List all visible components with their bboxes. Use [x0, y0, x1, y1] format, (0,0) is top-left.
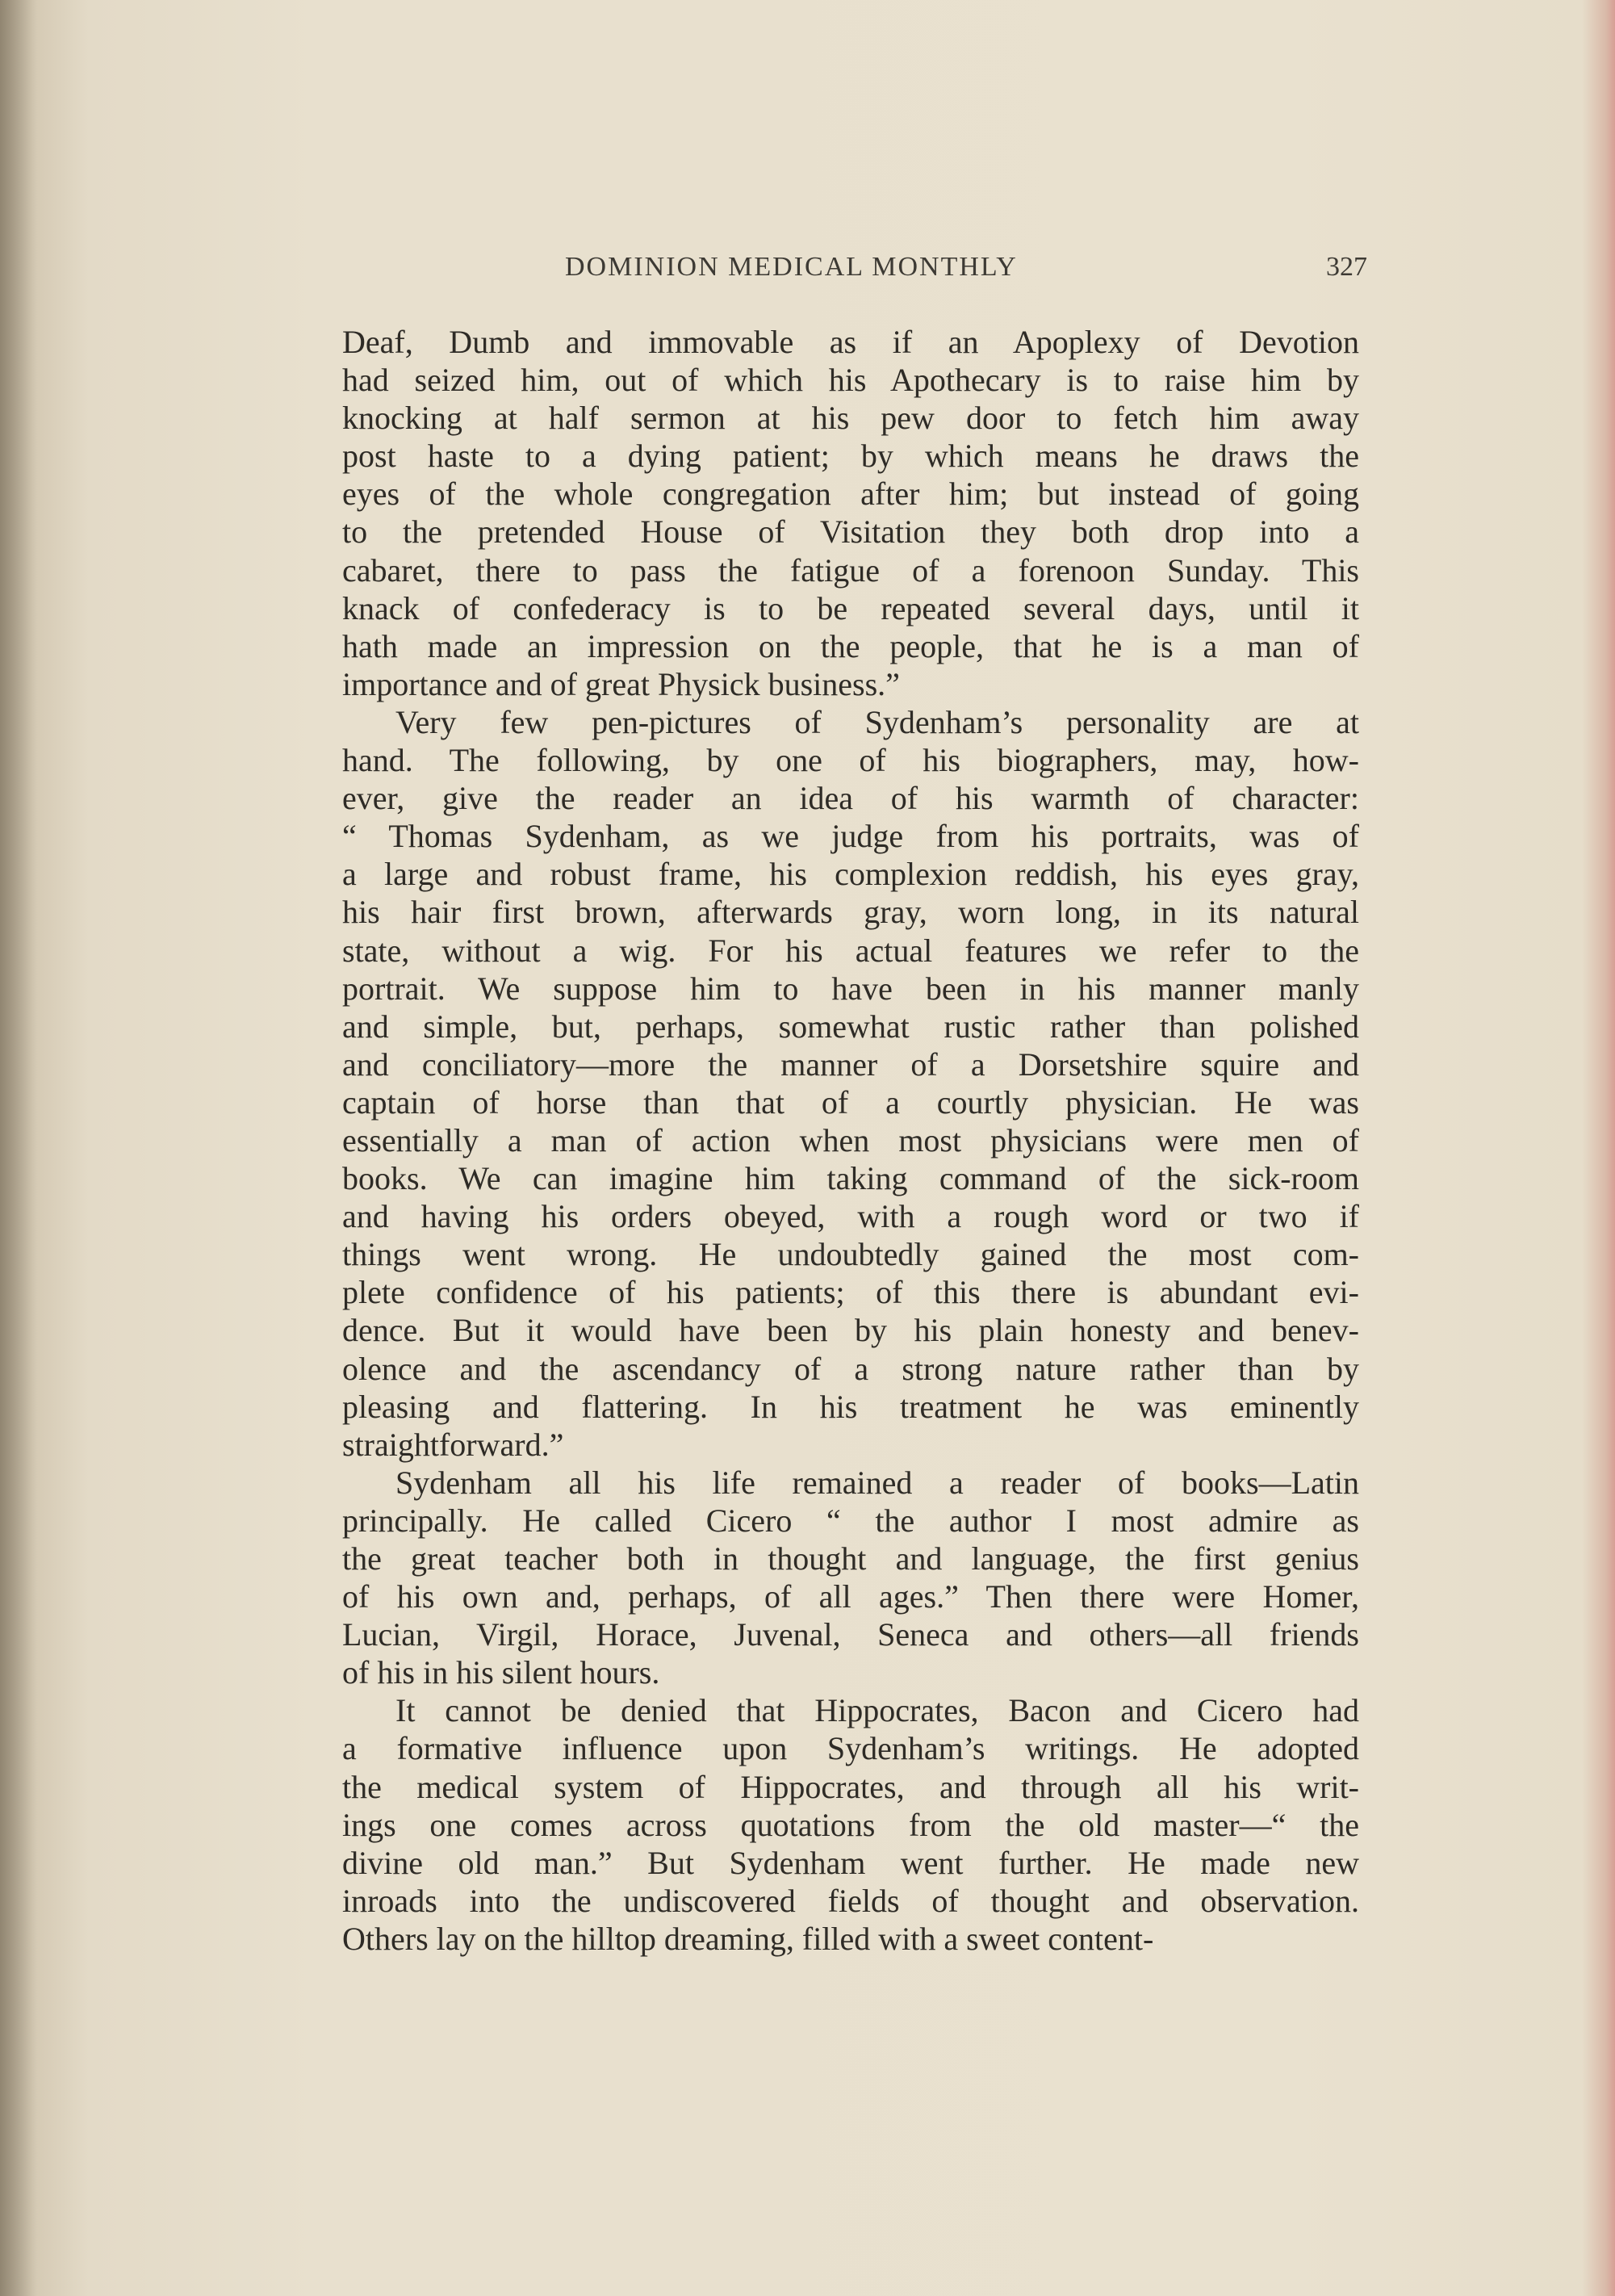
text-line: inroads into the undiscovered fields of thought and observation.	[342, 1882, 1359, 1919]
text-line: importance and of great Physick business.”	[342, 665, 900, 702]
text-line: straightforward.”	[342, 1426, 564, 1463]
text-line: Deaf, Dumb and immovable as if an Apoplexy of Devotion	[342, 324, 1359, 360]
text-line: hand. The following, by one of his biographers, may, how-	[342, 742, 1359, 779]
paragraph	[342, 1464, 1359, 1692]
text-line: Lucian, Virgil, Horace, Juvenal, Seneca and others—all friends	[342, 1616, 1359, 1653]
text-line: knack of confederacy is to be repeated several days, until it	[342, 589, 1359, 626]
text-line: It cannot be denied that Hippocrates, Bacon and Cicero had	[395, 1692, 1359, 1729]
text-line: eyes of the whole congregation after him; but instead of going	[342, 476, 1359, 513]
text-line: portrait. We suppose him to have been in his manner manly	[342, 970, 1359, 1007]
text-line: pleasing and flattering. In his treatment he was eminently	[342, 1388, 1359, 1425]
text-line: cabaret, there to pass the fatigue of a forenoon Sunday. This	[342, 551, 1359, 589]
text-line: “ Thomas Sydenham, as we judge from his portraits, was of	[342, 818, 1359, 855]
text-line: to the pretended House of Visitation they both drop into a	[342, 513, 1359, 551]
text-line: principally. He called Cicero “ the author I most admire as	[342, 1502, 1359, 1539]
text-line: divine old man.” But Sydenham went further. He made new	[342, 1844, 1359, 1881]
text-line: his hair first brown, afterwards gray, worn long, in its natural	[342, 894, 1359, 931]
text-line: post haste to a dying patient; by which means he draws the	[342, 438, 1359, 475]
text-line: had seized him, out of which his Apothecary is to raise him by	[342, 362, 1359, 399]
paragraph	[342, 1691, 1359, 1958]
running-title: DOMINION MEDICAL MONTHLY	[565, 252, 1018, 282]
text-line: Sydenham all his life remained a reader of books—Latin	[395, 1464, 1359, 1501]
running-head	[342, 252, 1367, 292]
page-number: 327	[1326, 252, 1367, 282]
text-line: books. We can imagine him taking command of the sick-room	[342, 1160, 1359, 1197]
paragraph	[342, 323, 1359, 703]
text-line: and having his orders obeyed, with a rough word or two if	[342, 1198, 1359, 1235]
text-line: essentially a man of action when most physicians were men of	[342, 1121, 1359, 1158]
text-line: and simple, but, perhaps, somewhat rustic rather than polished	[342, 1008, 1359, 1045]
text-line: ings one comes across quotations from the old master—“ the	[342, 1806, 1359, 1843]
text-line: Others lay on the hilltop dreaming, filled with a sweet content-	[342, 1920, 1154, 1957]
text-line: of his own and, perhaps, of all ages.” Then there were Homer,	[342, 1578, 1359, 1615]
paragraph	[342, 703, 1359, 1464]
text-line: captain of horse than that of a courtly physician. He was	[342, 1083, 1359, 1121]
page-gutter-shadow	[0, 0, 37, 2296]
text-line: a formative influence upon Sydenham’s writings. He adopted	[342, 1730, 1359, 1767]
text-line: the medical system of Hippocrates, and through all his writ-	[342, 1768, 1359, 1805]
text-line: dence. But it would have been by his plain honesty and benev-	[342, 1312, 1359, 1349]
text-line: hath made an impression on the people, that he is a man of	[342, 627, 1359, 664]
text-line: ever, give the reader an idea of his warmth of character:	[342, 780, 1359, 817]
text-line: and conciliatory—more the manner of a Dorsetshire squire and	[342, 1045, 1359, 1083]
text-line: the great teacher both in thought and language, the first genius	[342, 1540, 1359, 1577]
text-line: knocking at half sermon at his pew door to fetch him away	[342, 400, 1359, 437]
body-text	[342, 323, 1359, 1958]
text-line: plete confidence of his patients; of this there is abundant evi-	[342, 1274, 1359, 1311]
text-line: Very few pen-pictures of Sydenham’s personality are at	[395, 703, 1359, 740]
text-line: olence and the ascendancy of a strong nature rather than by	[342, 1350, 1359, 1387]
text-line: of his in his silent hours.	[342, 1654, 660, 1691]
text-line: things went wrong. He undoubtedly gained the most com-	[342, 1236, 1359, 1273]
text-line: a large and robust frame, his complexion reddish, his eyes gray,	[342, 856, 1359, 893]
text-line: state, without a wig. For his actual features we refer to the	[342, 932, 1359, 969]
